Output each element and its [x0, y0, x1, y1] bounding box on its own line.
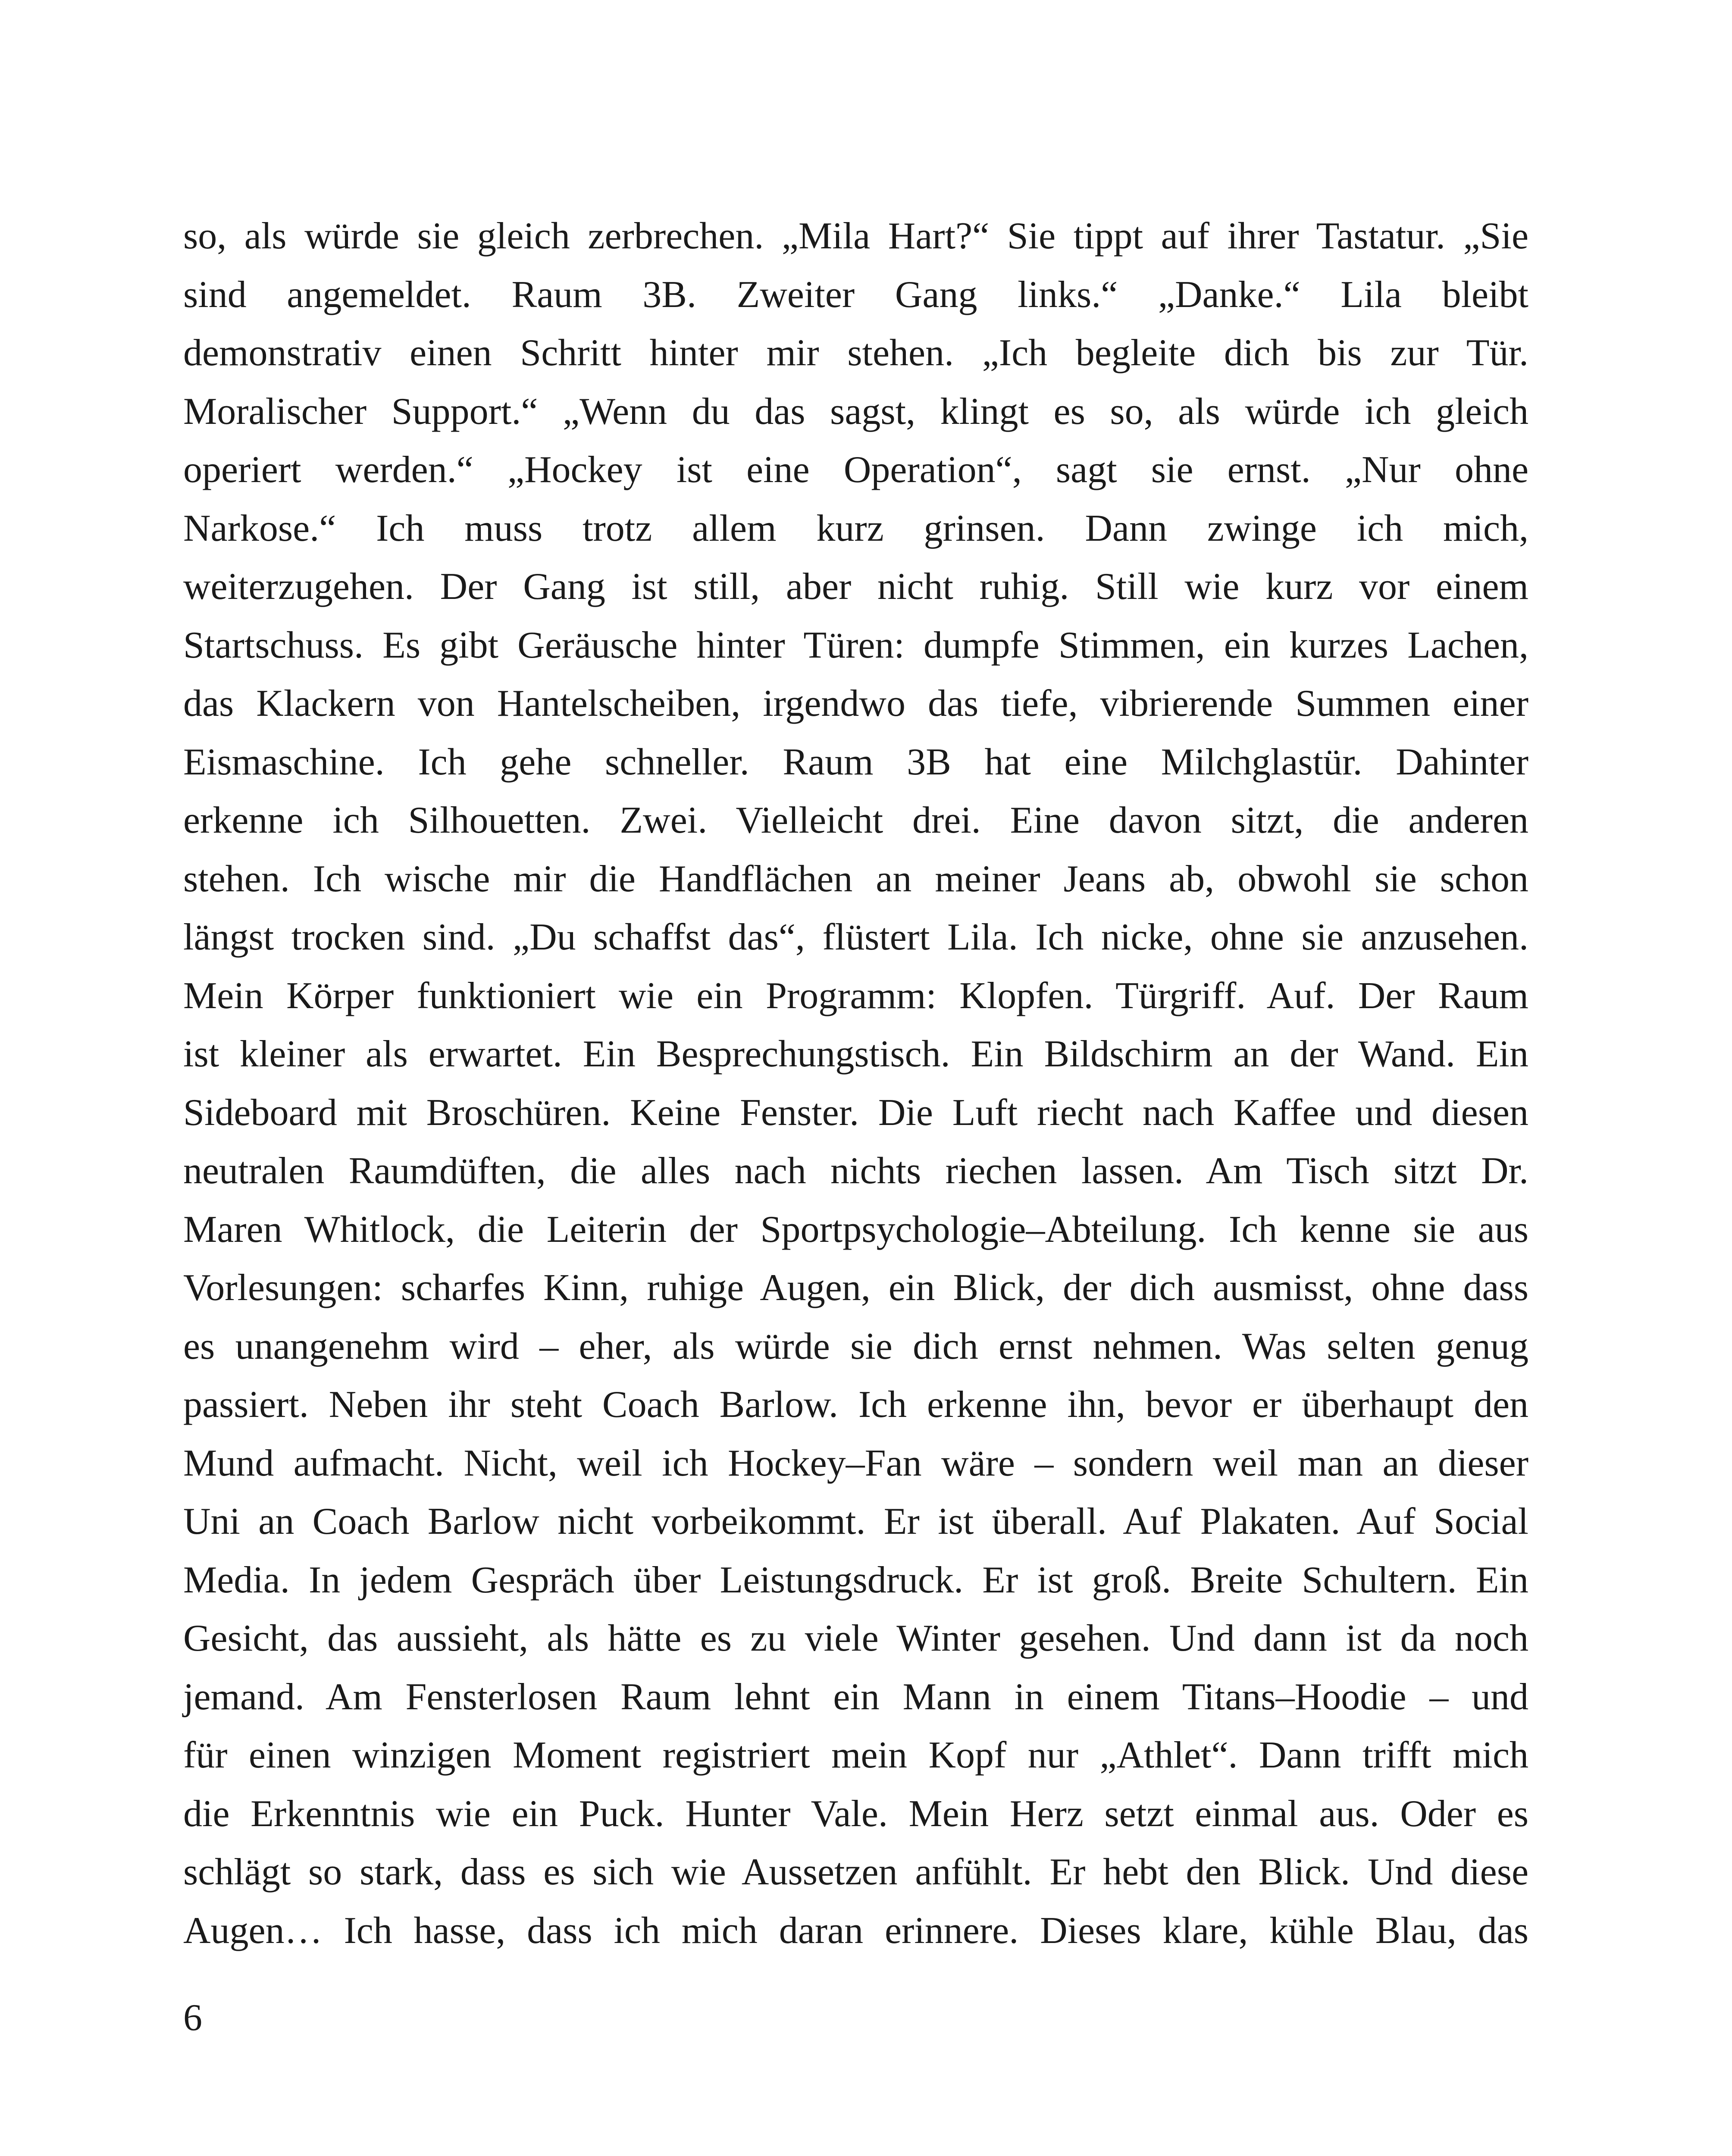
text-line: schlägt so stark, dass es sich wie Aussetzen anfühlt. Er hebt den Blick. Und diese	[183, 1851, 1528, 1893]
text-line: demonstrativ einen Schritt hinter mir stehen. „Ich begleite dich bis zur Tür.	[183, 332, 1528, 374]
text-line: jemand. Am Fensterlosen Raum lehnt ein Mann in einem Titans–Hoodie – und	[183, 1676, 1528, 1718]
text-line: so, als würde sie gleich zerbrechen. „Mila Hart?“ Sie tippt auf ihrer Tastatur. „Sie	[183, 215, 1528, 257]
text-line: Uni an Coach Barlow nicht vorbeikommt. Er ist überall. Auf Plakaten. Auf Social	[183, 1501, 1528, 1542]
text-line: sind angemeldet. Raum 3B. Zweiter Gang links.“ „Danke.“ Lila bleibt	[183, 273, 1528, 316]
text-line: ist kleiner als erwartet. Ein Besprechungstisch. Ein Bildschirm an der Wand. Ein	[183, 1033, 1528, 1075]
text-line: Maren Whitlock, die Leiterin der Sportpsychologie–Abteilung. Ich kenne sie aus	[183, 1208, 1528, 1250]
body-text	[183, 207, 1528, 1960]
text-line: die Erkenntnis wie ein Puck. Hunter Vale. Mein Herz setzt einmal aus. Oder es	[183, 1792, 1528, 1835]
text-line: operiert werden.“ „Hockey ist eine Operation“, sagt sie ernst. „Nur ohne	[183, 449, 1528, 491]
text-line: Augen… Ich hasse, dass ich mich daran erinnere. Dieses klare, kühle Blau, das	[183, 1909, 1528, 1952]
text-line: Moralischer Support.“ „Wenn du das sagst, klingt es so, als würde ich gleich	[183, 390, 1528, 432]
text-line: Eismaschine. Ich gehe schneller. Raum 3B hat eine Milchglastür. Dahinter	[183, 741, 1528, 783]
text-line: Startschuss. Es gibt Geräusche hinter Türen: dumpfe Stimmen, ein kurzes Lachen,	[183, 624, 1528, 666]
text-line: weiterzugehen. Der Gang ist still, aber nicht ruhig. Still wie kurz vor einem	[183, 566, 1528, 608]
text-line: Sideboard mit Broschüren. Keine Fenster. Die Luft riecht nach Kaffee und diesen	[183, 1091, 1528, 1134]
text-line: Media. In jedem Gespräch über Leistungsdruck. Er ist groß. Breite Schultern. Ein	[183, 1559, 1528, 1601]
text-line: neutralen Raumdüften, die alles nach nichts riechen lassen. Am Tisch sitzt Dr.	[183, 1150, 1528, 1192]
text-line: es unangenehm wird – eher, als würde sie dich ernst nehmen. Was selten genug	[183, 1325, 1528, 1367]
text-line: Narkose.“ Ich muss trotz allem kurz grinsen. Dann zwinge ich mich,	[183, 507, 1528, 549]
text-line: längst trocken sind. „Du schaffst das“, flüstert Lila. Ich nicke, ohne sie anzusehen.	[183, 916, 1528, 958]
text-line: Vorlesungen: scharfes Kinn, ruhige Augen, ein Blick, der dich ausmisst, ohne dass	[183, 1267, 1528, 1309]
text-line: Gesicht, das aussieht, als hätte es zu viele Winter gesehen. Und dann ist da noch	[183, 1617, 1528, 1659]
text-line: erkenne ich Silhouetten. Zwei. Vielleicht drei. Eine davon sitzt, die anderen	[183, 799, 1528, 841]
text-line: passiert. Neben ihr steht Coach Barlow. Ich erkenne ihn, bevor er überhaupt den	[183, 1384, 1528, 1426]
text-line: stehen. Ich wische mir die Handflächen an meiner Jeans ab, obwohl sie schon	[183, 858, 1528, 900]
text-line: Mein Körper funktioniert wie ein Programm: Klopfen. Türgriff. Auf. Der Raum	[183, 975, 1528, 1017]
text-line: Mund aufmacht. Nicht, weil ich Hockey–Fan wäre – sondern weil man an dieser	[183, 1442, 1528, 1484]
text-line: für einen winzigen Moment registriert mein Kopf nur „Athlet“. Dann trifft mich	[183, 1734, 1528, 1776]
text-line: das Klackern von Hantelscheiben, irgendwo das tiefe, vibrierende Summen einer	[183, 683, 1528, 724]
page-number: 6	[183, 1997, 202, 2039]
